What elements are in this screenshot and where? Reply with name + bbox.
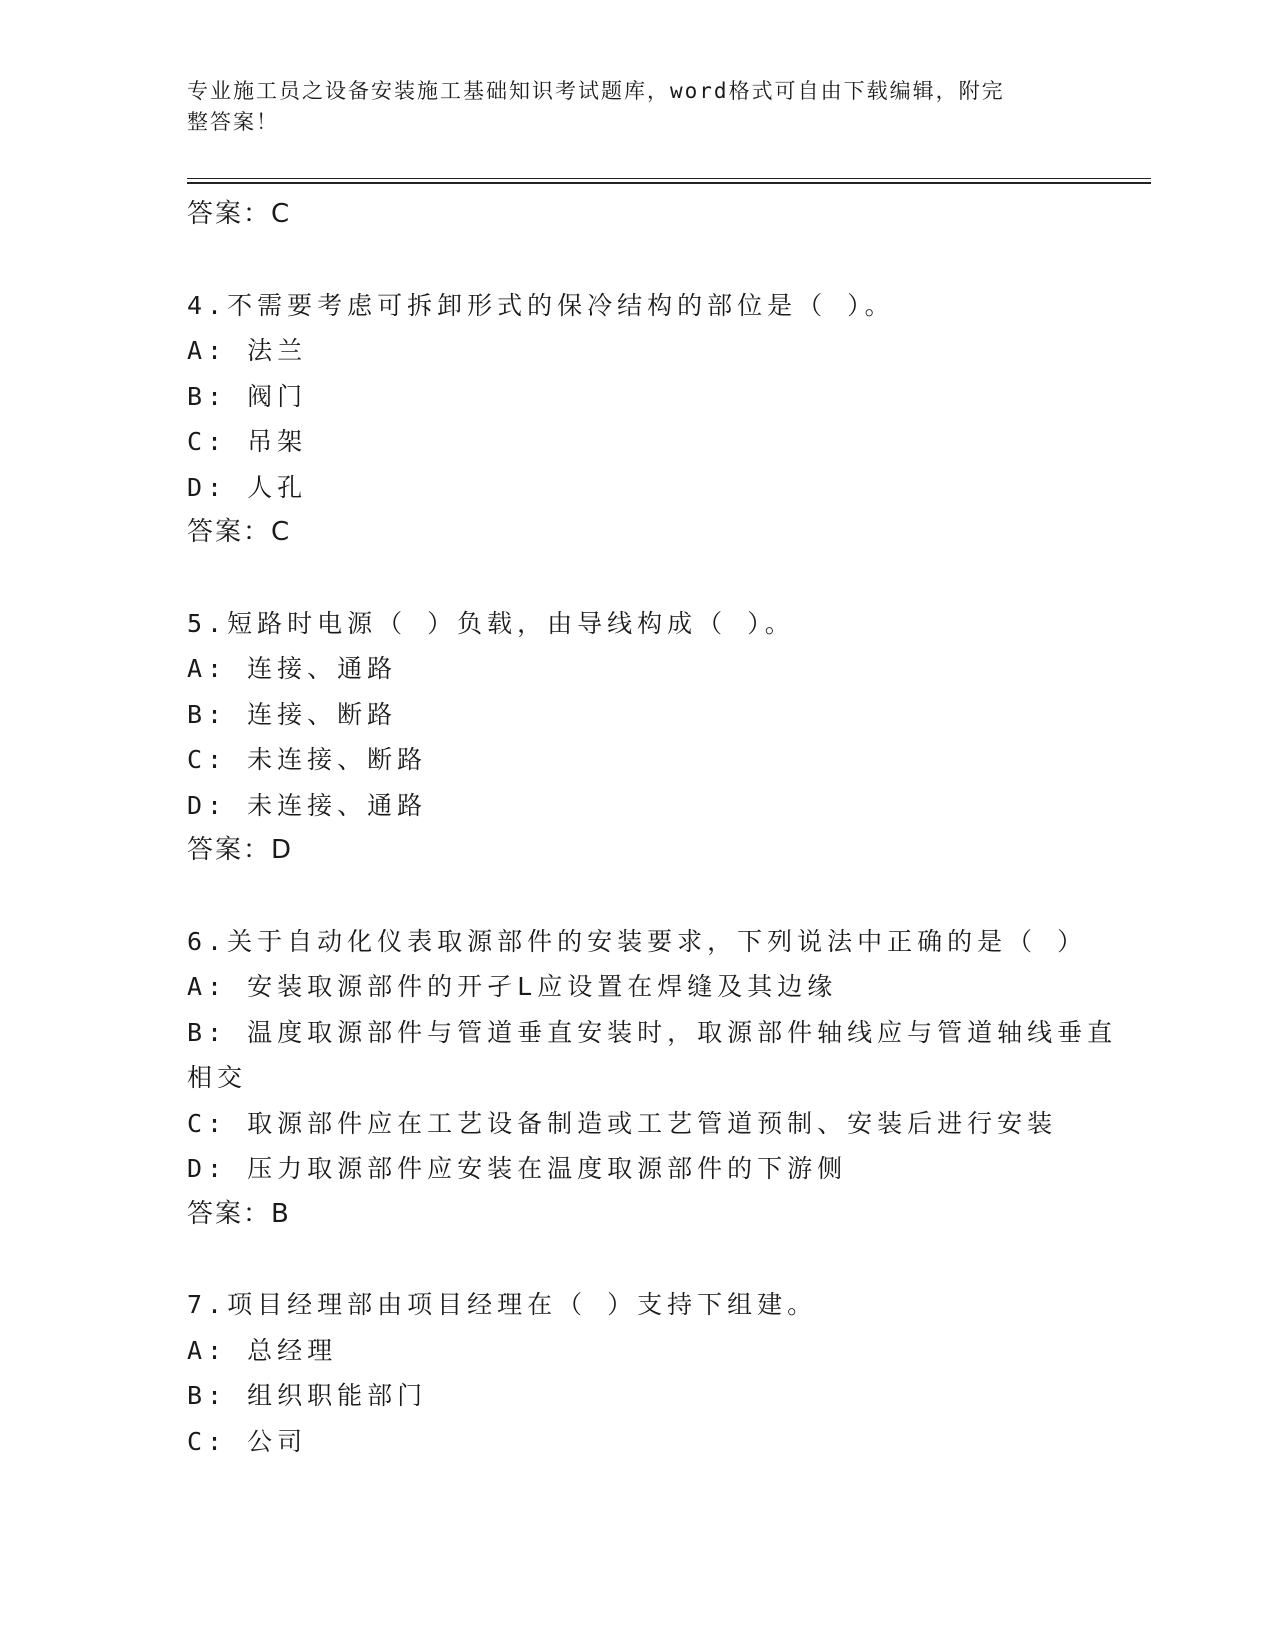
answer: 答案：D (187, 835, 294, 865)
option-d: D: 人孔 (187, 472, 308, 502)
option-b: B: 温度取源部件与管道垂直安装时，取源部件轴线应与管道轴线垂直 (187, 1017, 1118, 1047)
answer: 答案：C (187, 517, 292, 547)
header-divider-bottom (187, 182, 1151, 184)
option-b-continuation: 相交 (187, 1063, 248, 1092)
question-stem: 6.关于自动化仪表取源部件的安装要求，下列说法中正确的是（ ） (187, 926, 1088, 956)
option-b: B: 连接、断路 (187, 699, 398, 729)
question-stem: 7.项目经理部由项目经理在（ ）支持下组建。 (187, 1290, 818, 1319)
question-5 (187, 601, 1087, 874)
option-a: A: 总经理 (187, 1335, 338, 1365)
header-line-2: 整答案！ (187, 110, 279, 134)
option-a: A: 法兰 (187, 336, 308, 365)
question-6 (187, 919, 1118, 1238)
header-line-1: 专业施工员之设备安装施工基础知识考试题库，word格式可自由下载编辑，附完 (187, 79, 1005, 103)
question-stem: 4.不需要考虑可拆卸形式的保冷结构的部位是（ ）。 (187, 290, 895, 320)
option-c: C: 公司 (187, 1426, 308, 1456)
answer: 答案：B (187, 1198, 291, 1229)
option-b: B: 组织职能部门 (187, 1381, 428, 1410)
option-d: D: 未连接、通路 (187, 790, 428, 820)
option-c: C: 吊架 (187, 427, 308, 456)
question-7 (187, 1282, 1087, 1464)
question-stem: 5.短路时电源（ ）负载，由导线构成（ ）。 (187, 608, 795, 638)
document-header (187, 76, 1067, 138)
option-a: A: 连接、通路 (187, 654, 398, 683)
option-d: D: 压力取源部件应安装在温度取源部件的下游侧 (187, 1154, 848, 1183)
option-c: C: 取源部件应在工艺设备制造或工艺管道预制、安装后进行安装 (187, 1108, 1058, 1138)
question-list (187, 192, 1118, 1464)
header-divider-top (187, 178, 1151, 179)
option-b: B: 阀门 (187, 381, 308, 411)
question-4 (187, 283, 1087, 556)
option-c: C: 未连接、断路 (187, 745, 428, 774)
option-a: A: 安装取源部件的开孑L应设置在焊缝及其边缘 (187, 972, 838, 1001)
previous-answer: 答案：C (187, 199, 292, 229)
